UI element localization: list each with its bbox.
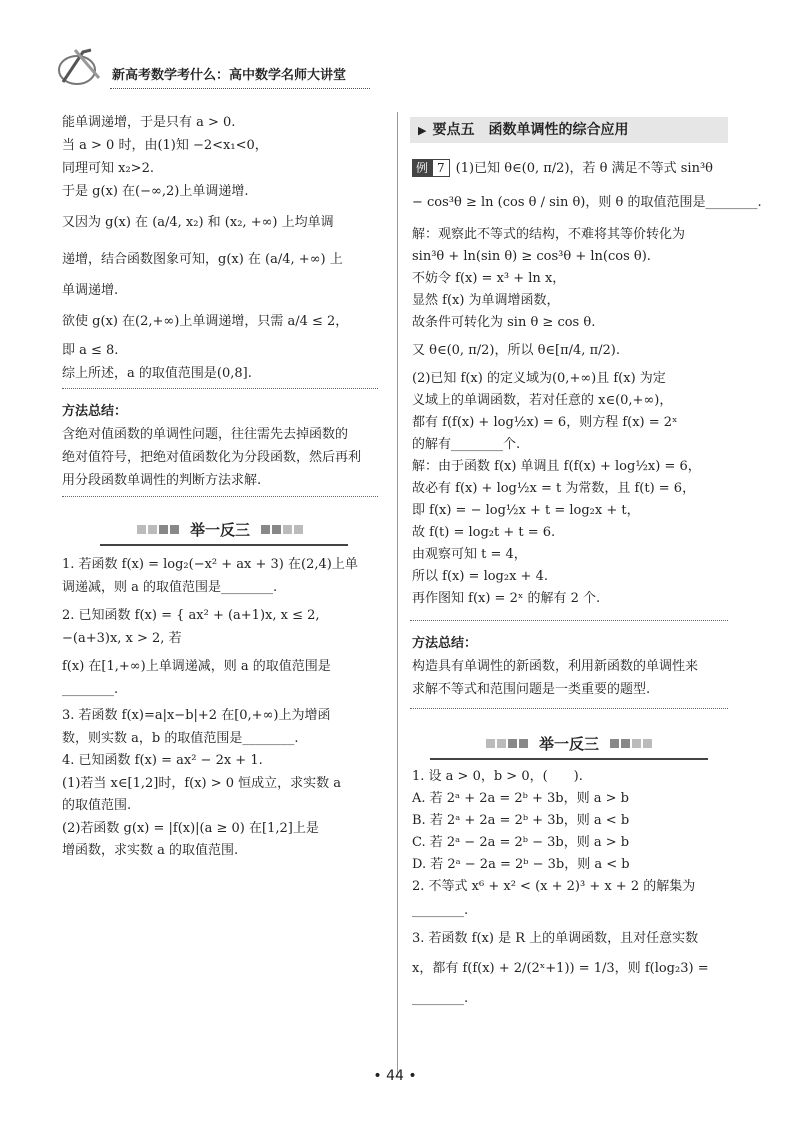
banner-title: 举一反三 <box>189 520 250 539</box>
triangle-right-icon: ▶ <box>418 124 427 137</box>
publisher-logo-icon <box>55 42 107 90</box>
example-line: 所以 f(x) = log₂x + 4. <box>412 569 548 584</box>
exercise-line: 1. 设 a > 0，b > 0，( ). <box>412 769 583 784</box>
exercise-line: x，都有 f(f(x) + 2/(2ˣ+1)) = 1/3，则 f(log₂3) = <box>412 961 709 976</box>
solution-line: 欲使 g(x) 在(2,+∞)上单调递增，只需 a/4 ≤ 2， <box>62 314 349 329</box>
section-heading <box>410 117 728 143</box>
left-solution <box>62 111 382 385</box>
exercise-line: D. 若 2ᵃ − 2a = 2ᵇ − 3b，则 a < b <box>412 857 630 872</box>
example-line: 故 f(t) = log₂t + t = 6. <box>412 525 556 540</box>
example-line: − cos³θ ≥ ln (cos θ / sin θ)，则 θ 的取值范围是________. <box>412 195 762 210</box>
example-line: 不妨令 f(x) = x³ + ln x， <box>412 271 566 286</box>
banner-underline <box>100 544 348 546</box>
method-bottom-rule <box>62 496 378 497</box>
example-line: 解：由于函数 f(x) 单调且 f(f(x) + log½x) = 6， <box>412 459 701 474</box>
page-number: • 44 • <box>373 1068 417 1084</box>
solution-line: 又因为 g(x) 在 (a/4, x₂) 和 (x₂, +∞) 上均单调 <box>62 215 334 230</box>
left-method-summary <box>62 400 382 492</box>
exercise-line: 数，则实数 a，b 的取值范围是________. <box>62 730 299 746</box>
banner-squares-icon <box>260 520 304 538</box>
example-badge: 例 <box>412 159 432 177</box>
banner-title: 举一反三 <box>538 734 599 753</box>
exercise-line: 2. 已知函数 f(x) = { ax² + (a+1)x, x ≤ 2, <box>62 608 320 623</box>
example-line: sin³θ + ln(sin θ) ≥ cos³θ + ln(cos θ). <box>412 249 651 264</box>
header-rule <box>110 88 370 89</box>
method-top-rule <box>62 388 378 389</box>
practice-banner <box>62 518 378 540</box>
example-line: 再作图知 f(x) = 2ˣ 的解有 2 个. <box>412 591 601 606</box>
example-line: 的解有________个. <box>412 437 521 452</box>
exercise-line: ________. <box>412 903 469 918</box>
solution-line: 综上所述，a 的取值范围是(0,8]. <box>62 366 252 381</box>
exercise-line: ________. <box>412 991 469 1006</box>
exercise-line: C. 若 2ᵃ − 2a = 2ᵇ − 3b，则 a > b <box>412 835 630 850</box>
banner-squares-icon <box>609 734 653 752</box>
example-line: 都有 f(f(x) + log½x) = 6，则方程 f(x) = 2ˣ <box>412 415 678 430</box>
exercise-line: B. 若 2ᵃ + 2a = 2ᵇ + 3b，则 a < b <box>412 813 630 828</box>
example-number: 7 <box>432 159 450 177</box>
exercise-line: A. 若 2ᵃ + 2a = 2ᵇ + 3b，则 a > b <box>412 791 629 806</box>
solution-line: 同理可知 x₂>2. <box>62 161 154 176</box>
exercise-line: 2. 不等式 x⁶ + x² < (x + 2)³ + x + 2 的解集为 <box>412 879 696 894</box>
exercise-line: 3. 若函数 f(x) 是 R 上的单调函数，且对任意实数 <box>412 931 699 946</box>
example-line: 解：观察此不等式的结构，不难将其等价转化为 <box>412 227 686 242</box>
example-line: (2)已知 f(x) 的定义域为(0,+∞)且 f(x) 为定 <box>412 371 666 386</box>
right-exercises <box>412 766 732 1010</box>
method-line: 求解不等式和范围问题是一类重要的题型. <box>412 682 651 697</box>
header-title: 新高考数学考什么：高中数学名师大讲堂 <box>112 68 347 83</box>
section-title: 要点五 函数单调性的综合应用 <box>432 122 629 138</box>
method-summary-title: 方法总结： <box>62 404 128 419</box>
exercise-line: ________. <box>62 681 119 697</box>
method-line: 用分段函数单调性的判断方法求解. <box>62 473 262 488</box>
practice-banner <box>410 732 728 754</box>
example-block <box>412 158 762 610</box>
example-line: 由观察可知 t = 4， <box>412 547 527 562</box>
exercise-line: −(a+3)x, x > 2, 若 <box>62 630 182 646</box>
exercise-line: (1)若当 x∈[1,2]时，f(x) > 0 恒成立，求实数 a <box>62 775 342 791</box>
method-line: 含绝对值函数的单调性问题，往往需先去掉函数的 <box>62 427 349 442</box>
exercise-line: 3. 若函数 f(x)=a|x−b|+2 在[0,+∞)上为增函 <box>62 708 331 723</box>
right-method-summary <box>412 632 732 701</box>
method-summary-title: 方法总结： <box>412 636 478 651</box>
example-line: 显然 f(x) 为单调增函数， <box>412 293 560 308</box>
example-line: 即 f(x) = − log½x + t = log₂x + t， <box>412 503 640 518</box>
solution-line: 当 a > 0 时，由(1)知 −2<x₁<0， <box>62 138 268 153</box>
example-line: 又 θ∈(0, π/2)，所以 θ∈[π/4, π/2). <box>412 343 620 358</box>
method-bottom-rule <box>410 708 728 709</box>
banner-underline <box>430 758 708 760</box>
exercise-line: 1. 若函数 f(x) = log₂(−x² + ax + 3) 在(2,4)上单 <box>62 557 358 572</box>
exercise-line: 调递减，则 a 的取值范围是________. <box>62 579 278 595</box>
banner-squares-icon <box>136 520 180 538</box>
solution-line: 递增，结合函数图象可知，g(x) 在 (a/4, +∞) 上 <box>62 252 343 267</box>
exercise-line: (2)若函数 g(x) = |f(x)|(a ≥ 0) 在[1,2]上是 <box>62 820 319 836</box>
example-line: 故必有 f(x) + log½x = t 为常数，且 f(t) = 6， <box>412 481 696 496</box>
solution-line: 即 a ≤ 8. <box>62 343 119 358</box>
example-line: 义域上的单调函数，若对任意的 x∈(0,+∞)， <box>412 393 673 408</box>
example-line: 故条件可转化为 sin θ ≥ cos θ. <box>412 315 596 330</box>
exercise-line: f(x) 在[1,+∞)上单调递减，则 a 的取值范围是 <box>62 659 331 674</box>
left-exercises <box>62 554 382 863</box>
example-line: (1)已知 θ∈(0, π/2)，若 θ 满足不等式 sin³θ <box>455 161 713 176</box>
solution-line: 能单调递增，于是只有 a > 0. <box>62 115 236 130</box>
method-line: 构造具有单调性的新函数，利用新函数的单调性来 <box>412 659 699 674</box>
method-top-rule <box>410 620 728 621</box>
column-divider <box>397 112 398 1077</box>
exercise-line: 4. 已知函数 f(x) = ax² − 2x + 1. <box>62 753 263 768</box>
exercise-line: 增函数，求实数 a 的取值范围. <box>62 843 239 858</box>
banner-squares-icon <box>485 734 529 752</box>
method-line: 绝对值符号，把绝对值函数化为分段函数，然后再利 <box>62 450 362 465</box>
solution-line: 单调递增. <box>62 283 119 298</box>
exercise-line: 的取值范围. <box>62 798 132 813</box>
solution-line: 于是 g(x) 在(−∞,2)上单调递增. <box>62 184 249 199</box>
